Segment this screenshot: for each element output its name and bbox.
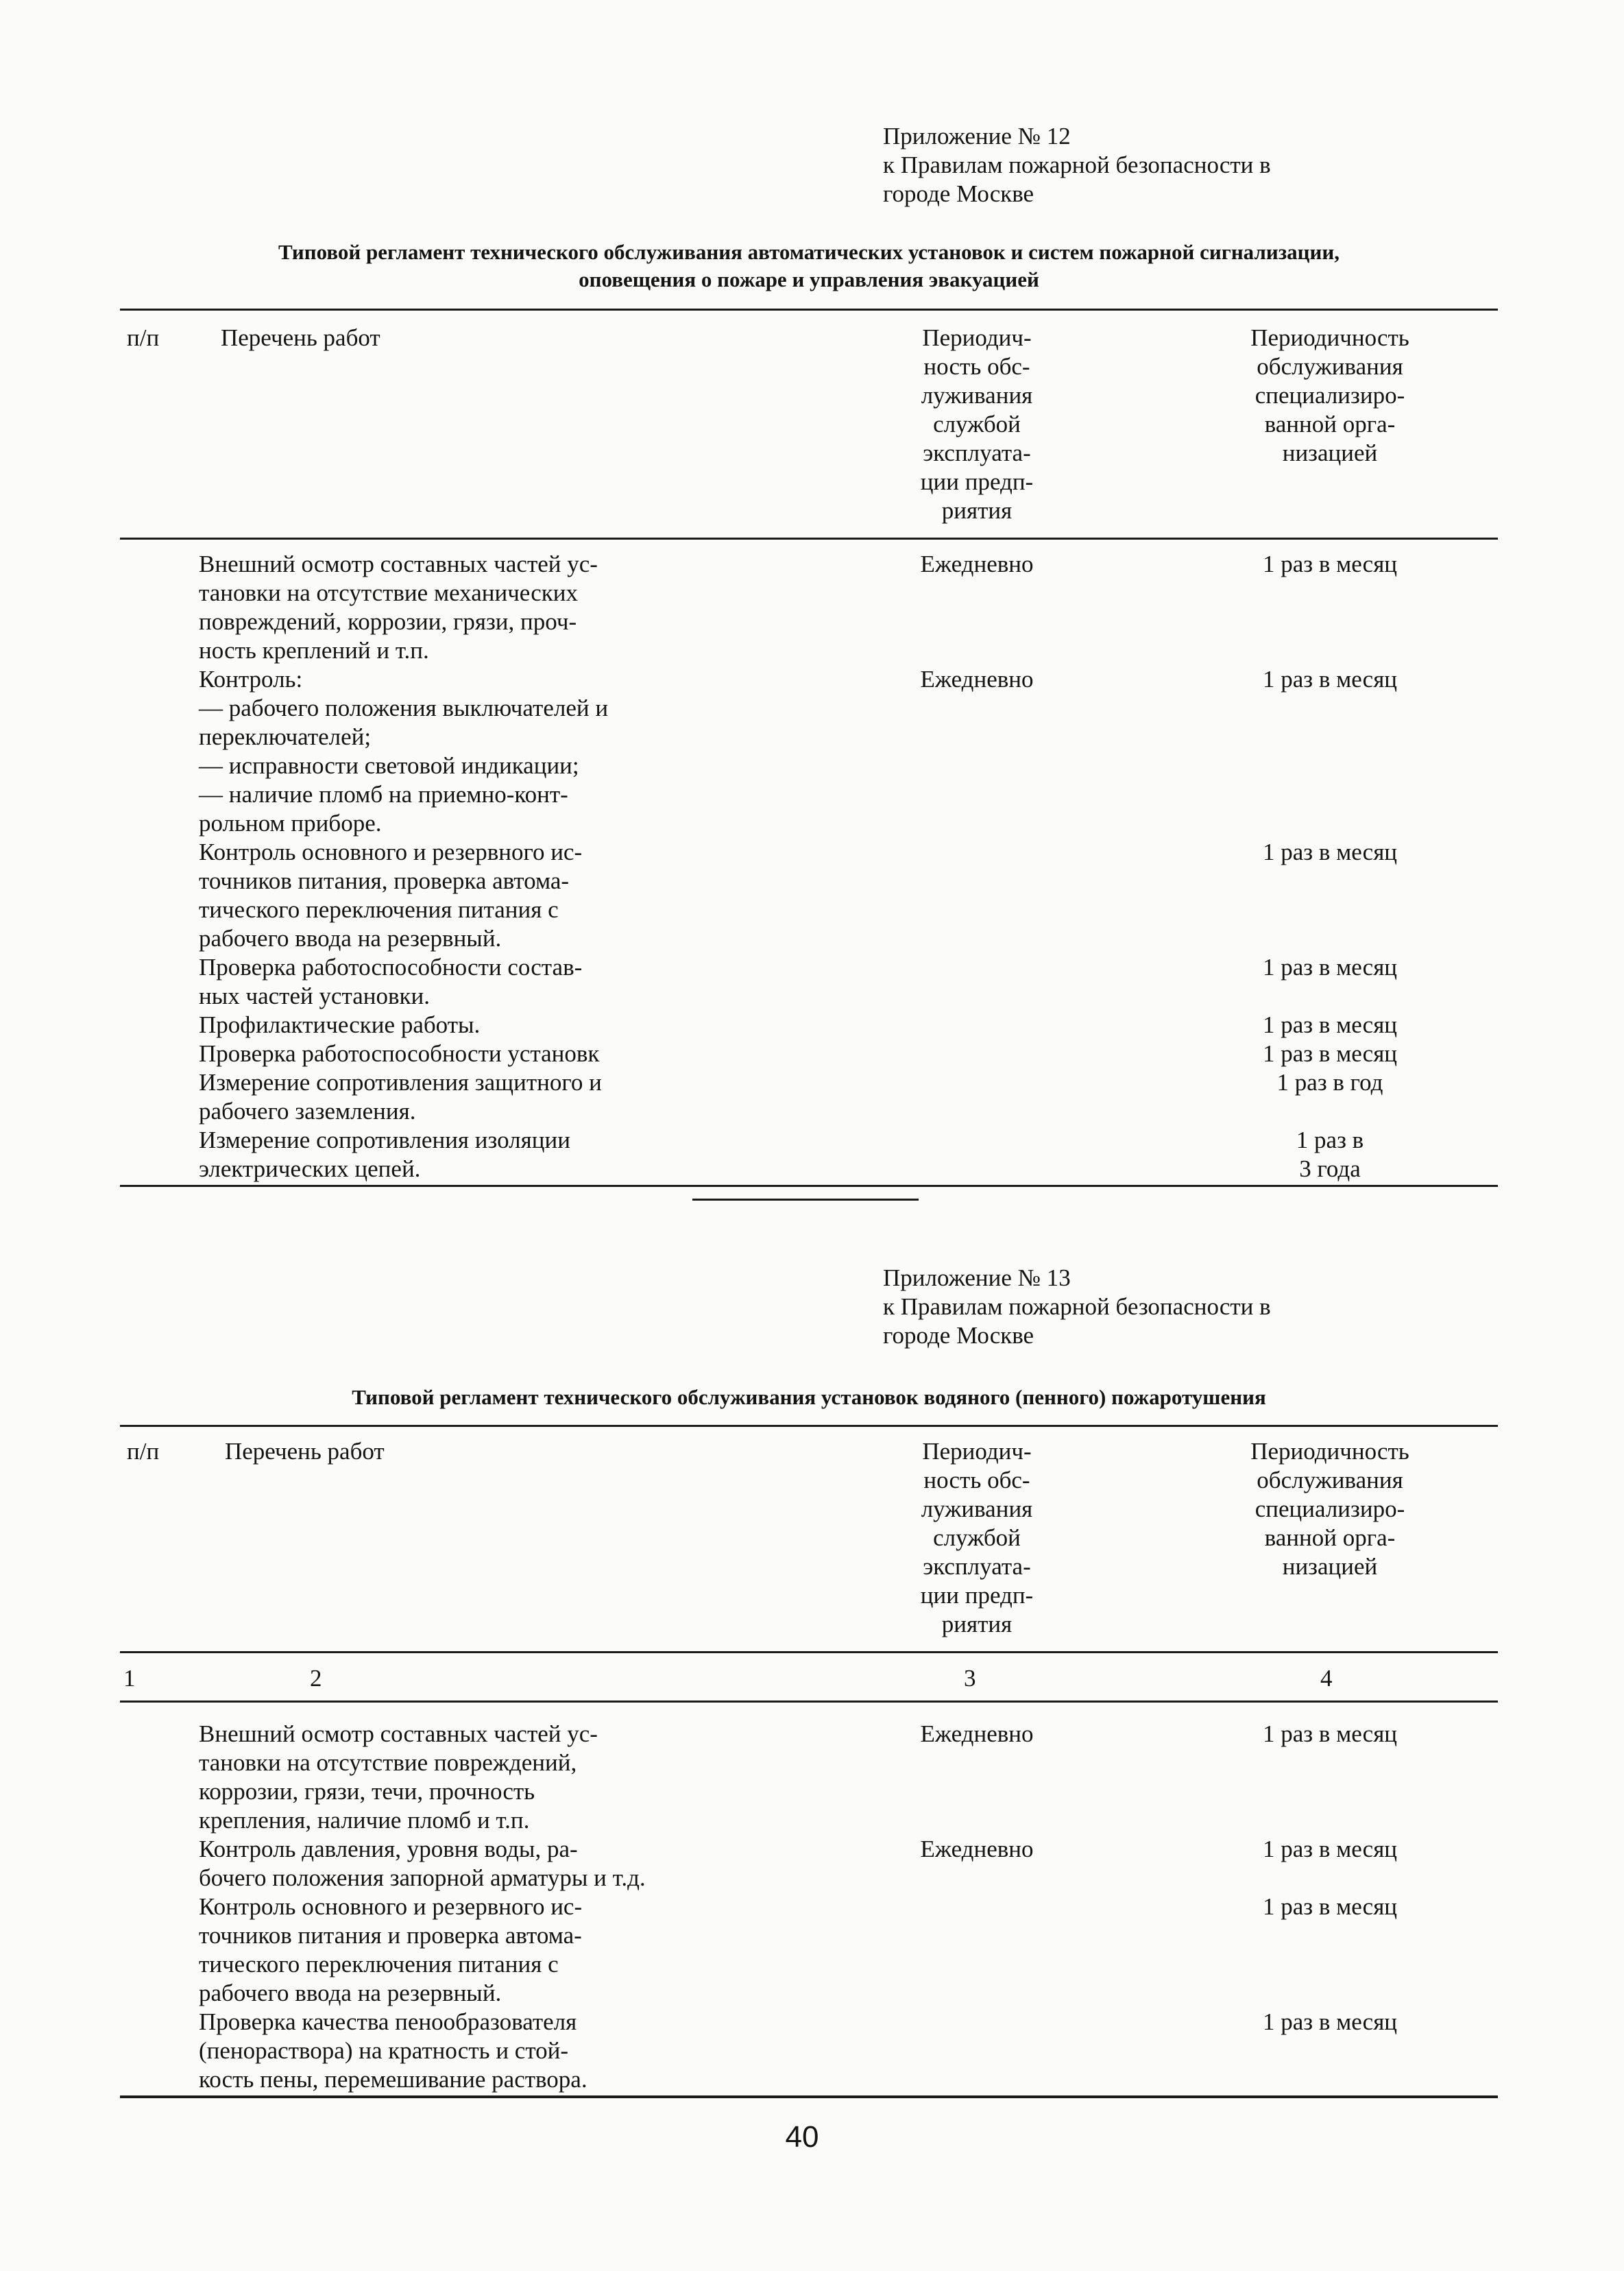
table-title xyxy=(103,1384,1515,1411)
appendix-number: Приложение № 12 xyxy=(883,123,1071,149)
work-item: Профилактические работы. xyxy=(199,1011,481,1038)
appendix-13-heading xyxy=(883,1264,1404,1350)
column-header-service-period: Периодич- ность обс- луживания службой эксплуата- ции предп- риятия xyxy=(920,324,1034,524)
work-item: Внешний осмотр составных частей ус- тановки на отсутствие повреждений, коррозии, грязи, течи, прочность крепления, наличие пломб и т.п. xyxy=(199,1720,598,1834)
specialized-period: 1 раз в год xyxy=(1276,1069,1383,1096)
column-header-work: Перечень работ xyxy=(225,1438,385,1465)
specialized-period: 1 раз в месяц xyxy=(1262,1720,1398,1747)
column-header-service-period: Периодич- ность обс- луживания службой эксплуата- ции предп- риятия xyxy=(920,1438,1034,1637)
service-period: Ежедневно xyxy=(920,1720,1034,1747)
table-bottom-rule xyxy=(120,1185,1498,1187)
work-item: Контроль: — рабочего положения выключателей и переключателей; — исправности световой индикации; — наличие пломб на приемно-конт- рольном приборе. xyxy=(199,666,609,837)
column-header-specialized-period: Периодичность обслуживания специализиро- ванной орга- низацией xyxy=(1250,1438,1409,1580)
table-top-rule xyxy=(120,1425,1498,1427)
specialized-period: 1 раз в месяц xyxy=(1262,666,1398,693)
page-number: 40 xyxy=(785,2120,819,2154)
table-title-line: оповещения о пожаре и управления эвакуацией xyxy=(579,267,1039,291)
appendix-12-heading xyxy=(883,122,1404,208)
appendix-reference: городе Москве xyxy=(883,180,1034,207)
specialized-period: 1 раз в месяц xyxy=(1262,2008,1398,2035)
appendix-reference: к Правилам пожарной безопасности в xyxy=(883,152,1271,178)
work-item: Внешний осмотр составных частей ус- тановки на отсутствие механических повреждений, коррозии, грязи, проч- ность креплений и т.п. xyxy=(199,551,598,664)
specialized-period: 1 раз в месяц xyxy=(1262,1040,1398,1067)
column-number: 1 xyxy=(123,1665,136,1692)
column-header-work: Перечень работ xyxy=(221,324,380,351)
work-item: Контроль давления, уровня воды, ра- бочего положения запорной арматуры и т.д. xyxy=(199,1836,646,1891)
service-period: Ежедневно xyxy=(920,1836,1034,1862)
header-bottom-rule xyxy=(120,538,1498,540)
table-top-rule xyxy=(120,309,1498,311)
column-header-num: п/п xyxy=(127,1438,160,1465)
work-item: Измерение сопротивления защитного и рабочего заземления. xyxy=(199,1069,602,1125)
work-item: Проверка качества пенообразователя (пенораствора) на кратность и стой- кость пены, перемешивание раствора. xyxy=(199,2008,587,2093)
work-item: Измерение сопротивления изоляции электрических цепей. xyxy=(199,1127,570,1182)
column-number: 3 xyxy=(964,1665,976,1692)
column-number: 4 xyxy=(1320,1665,1333,1692)
table-bottom-rule xyxy=(120,2095,1498,2098)
specialized-period: 1 раз в месяц xyxy=(1262,1893,1398,1920)
numbering-bottom-rule xyxy=(120,1701,1498,1703)
work-item: Контроль основного и резервного ис- точников питания и проверка автома- тического переключения питания с рабочего ввода на резервный. xyxy=(199,1893,583,2006)
appendix-number: Приложение № 13 xyxy=(883,1264,1071,1291)
appendix-reference: городе Москве xyxy=(883,1322,1034,1349)
column-header-num: п/п xyxy=(127,324,160,351)
table-title-line: Типовой регламент технического обслуживания установок водяного (пенного) пожаротушения xyxy=(352,1385,1266,1409)
specialized-period: 1 раз в месяц xyxy=(1262,839,1398,865)
section-separator xyxy=(692,1199,919,1201)
specialized-period: 1 раз в месяц xyxy=(1262,954,1398,981)
work-item: Проверка работоспособности установк xyxy=(199,1040,600,1067)
specialized-period: 1 раз в месяц xyxy=(1262,1011,1398,1038)
work-item: Проверка работоспособности состав- ных частей установки. xyxy=(199,954,583,1009)
table-title xyxy=(103,239,1515,293)
specialized-period: 1 раз в месяц xyxy=(1262,551,1398,577)
specialized-period: 1 раз в месяц xyxy=(1262,1836,1398,1862)
appendix-reference: к Правилам пожарной безопасности в xyxy=(883,1293,1271,1320)
header-bottom-rule xyxy=(120,1651,1498,1653)
specialized-period: 1 раз в 3 года xyxy=(1296,1127,1364,1182)
service-period: Ежедневно xyxy=(920,666,1034,693)
service-period: Ежедневно xyxy=(920,551,1034,577)
table-title-line: Типовой регламент технического обслуживания автоматических установок и систем пожарной сигнализации, xyxy=(278,240,1340,264)
work-item: Контроль основного и резервного ис- точников питания, проверка автома- тического переключения питания с рабочего ввода на резервный. xyxy=(199,839,583,952)
column-header-specialized-period: Периодичность обслуживания специализиро- ванной орга- низацией xyxy=(1250,324,1409,466)
column-number: 2 xyxy=(310,1665,322,1692)
